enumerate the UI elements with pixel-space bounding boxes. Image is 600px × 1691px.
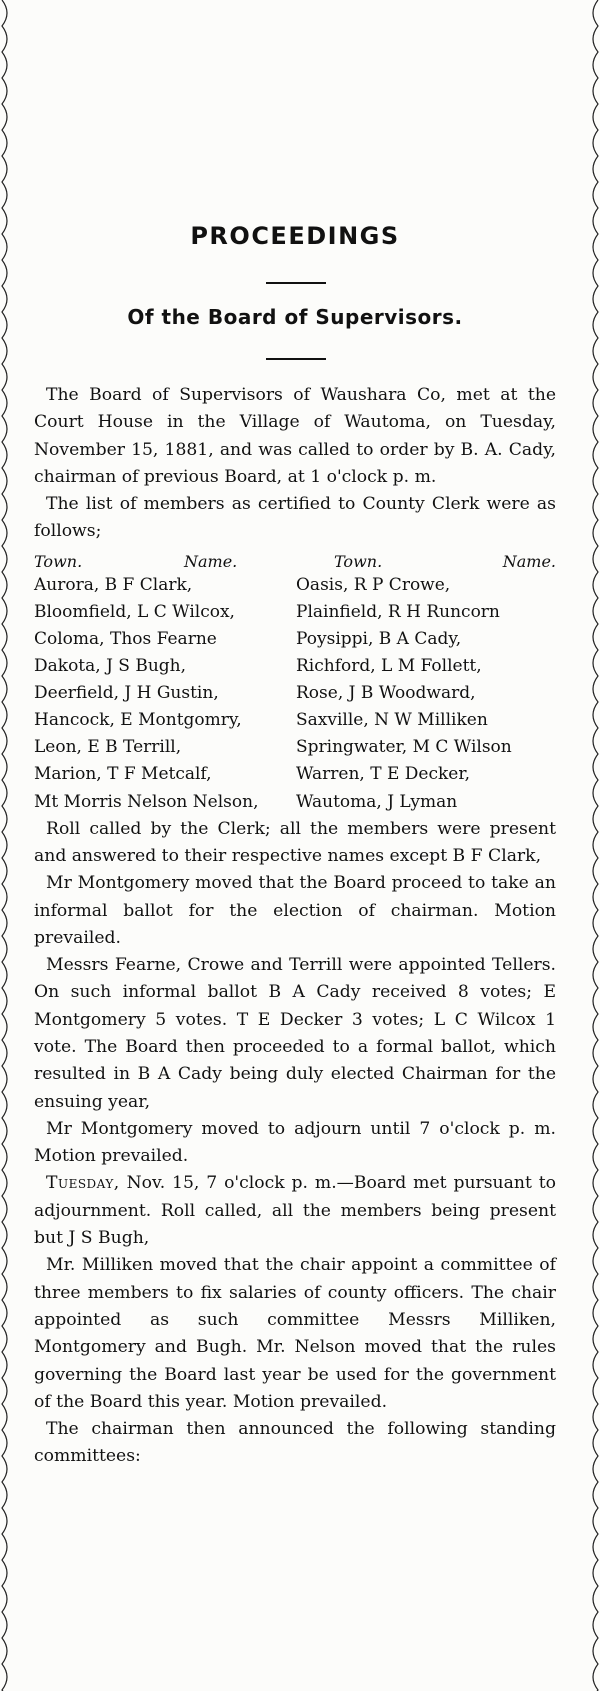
roster-header-town: Town. bbox=[34, 551, 83, 571]
subheadline: Of the Board of Supervisors. bbox=[127, 305, 463, 329]
members-intro-paragraph: The list of members as certified to County Clerk were as follows; bbox=[34, 494, 556, 542]
roll-call-paragraph: Roll called by the Clerk; all the members were present and answered to their respective names except B F Clark, bbox=[34, 818, 556, 866]
roster-row bbox=[34, 626, 556, 653]
roster-header-town: Town. bbox=[334, 551, 383, 571]
roster-entry-right: Wautoma, J Lyman bbox=[296, 791, 458, 812]
roster-rows bbox=[34, 572, 556, 816]
roster-entry-right: Richford, L M Follett, bbox=[296, 656, 482, 677]
roster-entry-right: Rose, J B Woodward, bbox=[296, 683, 476, 704]
roster-row bbox=[34, 599, 556, 626]
roster-row bbox=[34, 734, 556, 761]
members-roster bbox=[34, 552, 556, 816]
roster-entry-right: Plainfield, R H Runcorn bbox=[296, 601, 500, 622]
adjourn-paragraph: Mr Montgomery moved to adjourn until 7 o'clock p. m. Motion prevailed. bbox=[34, 1118, 556, 1167]
roster-entry-right: Springwater, M C Wilson bbox=[296, 737, 512, 758]
ballot-result-paragraph: Messrs Fearne, Crowe and Terrill were appointed Tellers. On such informal ballot B A Cady received 8 votes; E Montgomery 5 votes. T E Decker 3 votes; L C Wilcox 1 vote. The Board then proceeded to a formal ballot, which resulted in B A Cady being duly elected Chairman for the ensuing year, bbox=[34, 955, 556, 1112]
evening-session-paragraph bbox=[34, 1170, 556, 1252]
roster-entry-left: Leon, E B Terrill, bbox=[34, 737, 182, 758]
roster-header-name: Name. bbox=[502, 551, 556, 571]
evening-dateline: Tuesday, bbox=[46, 1173, 120, 1194]
scalloped-left-border bbox=[0, 0, 14, 1691]
roster-entry-left: Mt Morris Nelson Nelson, bbox=[34, 791, 259, 812]
evening-session-text: Nov. 15, 7 o'clock p. m.—Board met pursuant to adjournment. Roll called, all the members being present but J S Bugh, bbox=[34, 1173, 556, 1249]
headline-rule bbox=[266, 282, 326, 284]
roster-entry-left: Bloomfield, L C Wilcox, bbox=[34, 601, 235, 622]
roster-entry-right: Saxville, N W Milliken bbox=[296, 710, 488, 731]
roster-row bbox=[34, 572, 556, 599]
committee-paragraph: Mr. Milliken moved that the chair appoint a committee of three members to fix salaries of county officers. The chair appointed as such committee Messrs Milliken, Montgomery and Bugh. Mr. Nelson moved that the rules governing the Board last year be used for the government of the Board this year. Motion prevailed. bbox=[34, 1255, 556, 1412]
roster-row bbox=[34, 707, 556, 734]
roster-entry-right: Poysippi, B A Cady, bbox=[296, 628, 462, 649]
roster-entry-left: Aurora, B F Clark, bbox=[34, 574, 193, 595]
scalloped-right-border bbox=[586, 0, 600, 1691]
roster-entry-left: Marion, T F Metcalf, bbox=[34, 764, 212, 785]
informal-ballot-paragraph: Mr Montgomery moved that the Board proceed to take an informal ballot for the election of chairman. Motion prevailed. bbox=[34, 873, 556, 948]
roster-row bbox=[34, 761, 556, 788]
opening-paragraph: The Board of Supervisors of Waushara Co, met at the Court House in the Village of Wautoma, on Tuesday, November 15, 1881, and was called to order by B. A. Cady, chairman of previous Board, at 1 o'clock p. m. bbox=[34, 385, 556, 487]
roster-entry-left: Coloma, Thos Fearne bbox=[34, 628, 217, 649]
roster-header bbox=[34, 552, 556, 572]
roster-row bbox=[34, 653, 556, 680]
closing-paragraph: The chairman then announced the following standing committees: bbox=[34, 1419, 556, 1467]
roster-entry-left: Dakota, J S Bugh, bbox=[34, 656, 187, 677]
roster-entry-left: Deerfield, J H Gustin, bbox=[34, 683, 219, 704]
headline: PROCEEDINGS bbox=[190, 222, 400, 250]
article-body bbox=[34, 382, 556, 1471]
roster-header-name: Name. bbox=[184, 551, 238, 571]
roster-row bbox=[34, 789, 556, 816]
roster-entry-right: Oasis, R P Crowe, bbox=[296, 574, 451, 595]
roster-entry-right: Warren, T E Decker, bbox=[296, 764, 470, 785]
roster-row bbox=[34, 680, 556, 707]
subheadline-rule bbox=[266, 358, 326, 360]
roster-entry-left: Hancock, E Montgomry, bbox=[34, 710, 242, 731]
